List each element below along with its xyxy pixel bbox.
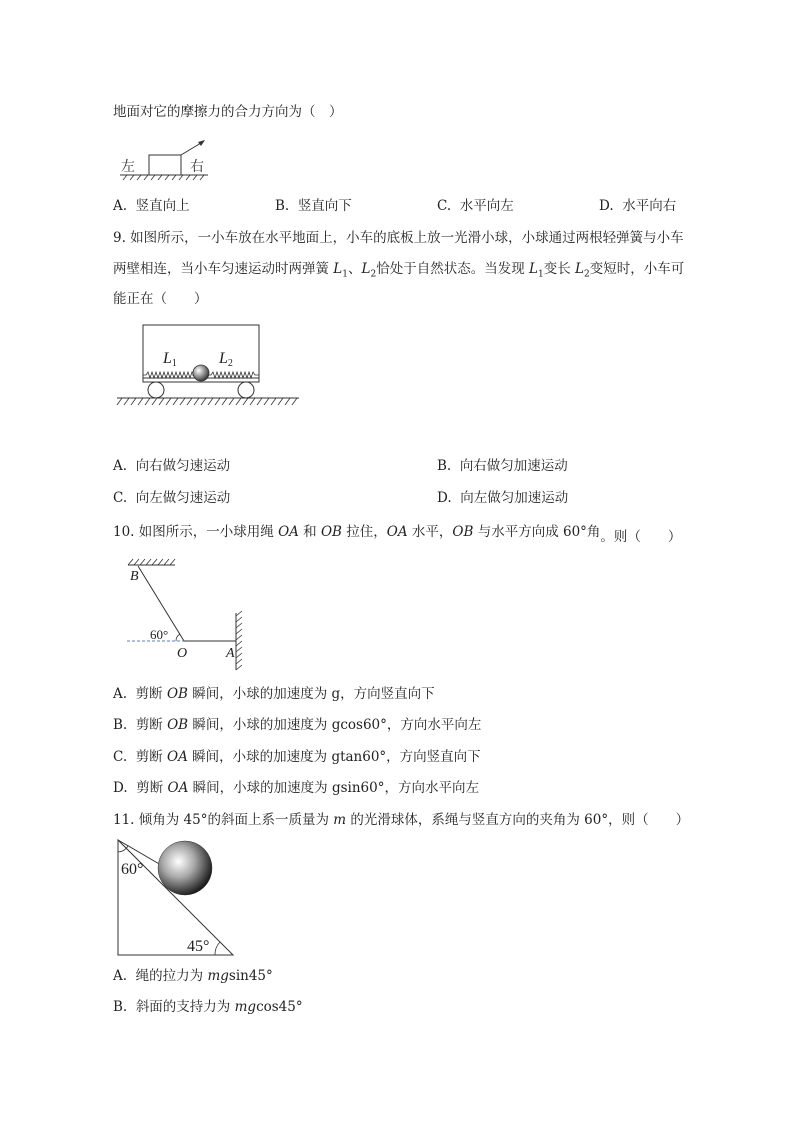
label-b: B (130, 569, 139, 584)
q11-stem: 11. 倾角为 45°的斜面上系一质量为 m 的光滑球体，系绳与竖直方向的夹角为 60°，则（ ） (113, 812, 690, 828)
q8-figure (113, 138, 213, 180)
q10-option-d: D. 剪断 OA 瞬间，小球的加速度为 gsin60°，方向水平向左 (113, 780, 479, 796)
q8-option-c: C. 水平向左 (437, 198, 514, 214)
q9-option-c: C. 向左做匀速运动 (113, 490, 231, 506)
label-angle-top: 60° (121, 861, 144, 878)
q9-stem-line1: 9. 如图所示，一小车放在水平地面上，小车的底板上放一光滑小球，小球通过两根轻弹簧与小车 (113, 230, 684, 246)
sphere (158, 841, 212, 895)
label-o: O (177, 646, 188, 661)
label-l2: L2 (219, 350, 233, 369)
q11-option-b: B. 斜面的支持力为 mgcos45° (113, 999, 303, 1015)
ball (193, 365, 209, 381)
q10-option-c: C. 剪断 OA 瞬间，小球的加速度为 gtan60°，方向竖直向下 (113, 749, 481, 765)
label-left: 左 (121, 160, 135, 175)
q9-option-b: B. 向右做匀加速运动 (437, 458, 568, 474)
q10-option-a: A. 剪断 OB 瞬间，小球的加速度为 g，方向竖直向下 (113, 686, 435, 702)
q11-figure (113, 838, 243, 960)
block (149, 155, 181, 175)
q8-option-a: A. 竖直向上 (113, 198, 190, 214)
q9-stem-line2: 两壁相连，当小车匀速运动时两弹簧 $L_1$、$L_2$恰处于自然状态。当发现 $L_1$变长 $L_2$变短时，小车可 (113, 261, 685, 280)
q11-option-a: A. 绳的拉力为 mgsin45° (113, 968, 273, 984)
q9-stem-line3: 能正在（ ） (113, 291, 208, 307)
q10-figure (113, 558, 253, 673)
q9-option-a: A. 向右做匀速运动 (113, 458, 231, 474)
q10-stem: 10. 如图所示，一小球用绳 OA 和 OB 拉住，OA 水平，OB 与水平方向成 60°角。则（ ） (113, 524, 682, 545)
q9-option-d: D. 向左做匀加速运动 (437, 490, 569, 506)
wheel-left (148, 382, 164, 398)
wheel-right (238, 382, 254, 398)
q9-figure (115, 323, 305, 408)
label-l1: L1 (163, 350, 177, 369)
q8-option-b: B. 竖直向下 (275, 198, 352, 214)
q8-option-d: D. 水平向右 (599, 198, 677, 214)
label-a: A (226, 646, 235, 661)
force-arrow (181, 143, 201, 155)
q8-stem: 地面对它的摩擦力的合力方向为（ ） (113, 104, 343, 120)
label-angle: 60° (150, 627, 169, 642)
label-right: 右 (190, 160, 204, 175)
label-angle-bottom: 45° (187, 938, 210, 955)
q10-option-b: B. 剪断 OB 瞬间，小球的加速度为 gcos60°，方向水平向左 (113, 717, 482, 733)
